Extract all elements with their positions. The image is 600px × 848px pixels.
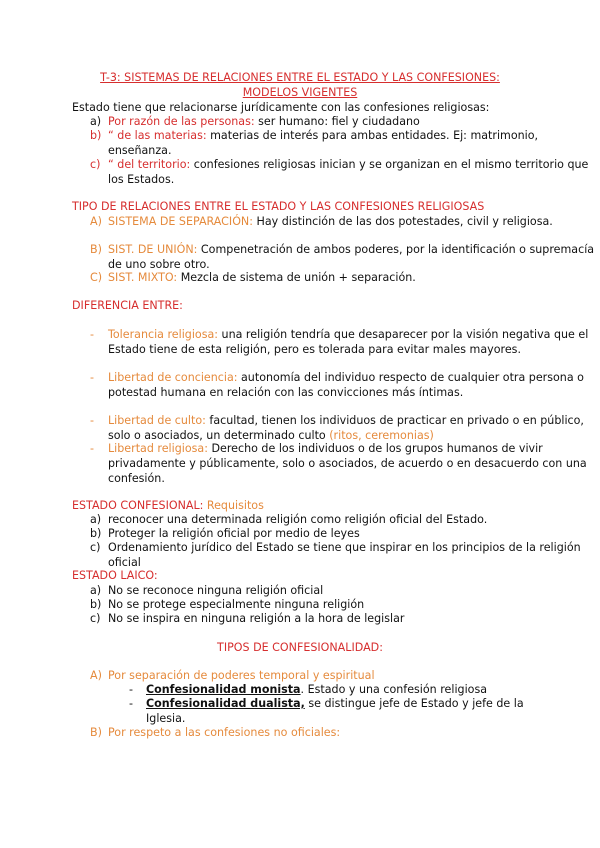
- diferencia-item-culto-extra: (ritos, ceremonias): [329, 429, 434, 442]
- diferencia-item-conciencia-label: Libertad de conciencia:: [108, 371, 238, 384]
- tipo-item-b-marker: B): [90, 243, 102, 256]
- tipo-item-b-label: SIST. DE UNIÓN:: [108, 243, 198, 256]
- intro-item-a: [108, 114, 420, 129]
- diferencia-item-culto: [108, 413, 598, 443]
- tipos-item-b-marker: B): [90, 726, 102, 739]
- intro-item-c-text: confesiones religiosas inician y se organizan en el mismo territorio que los Estados.: [108, 158, 589, 186]
- tipos-sub-dualista-text: se distingue jefe de Estado y jefe de la Iglesia.: [146, 697, 524, 725]
- diferencia-bullet-2: -: [90, 371, 95, 384]
- intro-item-b: [108, 128, 598, 158]
- laico-item-c-marker: c): [90, 612, 101, 625]
- tipo-item-b-text: Compenetración de ambos poderes, por la identificación o supremacía de uno sobre otro.: [108, 243, 595, 271]
- diferencia-bullet-1: -: [90, 328, 95, 341]
- intro-item-c: [108, 157, 598, 187]
- tipo-heading: TIPO DE RELACIONES ENTRE EL ESTADO Y LAS CONFESIONES RELIGIOSAS: [72, 200, 485, 213]
- diferencia-item-tolerancia: [108, 327, 598, 357]
- laico-item-c: No se inspira en ninguna religión a la hora de legislar: [108, 612, 405, 625]
- laico-heading: ESTADO LAICO:: [72, 569, 158, 582]
- intro-item-c-marker: c): [90, 158, 101, 171]
- diferencia-item-tolerancia-text: una religión tendría que desaparecer por la visión negativa que el Estado tiene de esta religión, pero es tolerada para evitar males mayores.: [108, 328, 589, 356]
- tipo-item-a-text: Hay distinción de las dos potestades, civil y religiosa.: [252, 215, 553, 228]
- tipo-item-c-marker: C): [90, 271, 103, 284]
- laico-item-b-marker: b): [90, 598, 102, 611]
- tipo-item-b: [108, 242, 598, 272]
- intro-item-b-text: materias de interés para ambas entidades. Ej: matrimonio, enseñanza.: [108, 129, 539, 157]
- tipos-sub-monista-label: Confesionalidad monista: [146, 683, 301, 696]
- page-title-line-2: MODELOS VIGENTES: [242, 86, 358, 99]
- tipos-item-a-marker: A): [90, 669, 102, 682]
- tipo-item-a-label: SISTEMA DE SEPARACIÓN:: [108, 215, 253, 228]
- tipos-sub-bullet-2: -: [129, 697, 134, 710]
- tipo-item-c: [108, 270, 416, 285]
- confesional-item-b: Proteger la religión oficial por medio de leyes: [108, 527, 360, 540]
- intro-item-c-label: “ del territorio:: [108, 158, 191, 171]
- confesional-item-c: Ordenamiento jurídico del Estado se tiene que inspirar en los principios de la religión oficial: [108, 541, 581, 569]
- diferencia-heading: DIFERENCIA ENTRE:: [72, 299, 183, 312]
- diferencia-item-religiosa: [108, 441, 598, 486]
- intro-text: Estado tiene que relacionarse jurídicamente con las confesiones religiosas:: [72, 101, 490, 114]
- tipos-item-b: Por respeto a las confesiones no oficiales:: [108, 726, 341, 739]
- diferencia-item-religiosa-label: Libertad religiosa:: [108, 442, 208, 455]
- intro-item-b-marker: b): [90, 129, 102, 142]
- confesional-item-b-marker: b): [90, 527, 102, 540]
- intro-item-a-label: Por razón de las personas:: [108, 115, 255, 128]
- tipos-item-a: Por separación de poderes temporal y espiritual: [108, 669, 375, 682]
- diferencia-bullet-3: -: [90, 414, 95, 427]
- diferencia-item-culto-text: facultad, tienen los individuos de practicar en privado o en público, solo o asociados, un determinado culto: [108, 414, 584, 442]
- confesional-heading-line: [72, 498, 264, 513]
- tipos-sub-monista-text: . Estado y una confesión religiosa: [300, 683, 488, 696]
- diferencia-item-tolerancia-label: Tolerancia religiosa:: [108, 328, 219, 341]
- tipos-sub-bullet-1: -: [129, 683, 134, 696]
- confesional-item-c-marker: c): [90, 541, 101, 554]
- tipo-item-c-text: Mezcla de sistema de unión + separación.: [177, 271, 416, 284]
- diferencia-item-religiosa-text: Derecho de los individuos o de los grupos humanos de vivir privadamente y públicamente, solo o asociados, de acuerdo o en desacuerdo con una confesión.: [108, 442, 587, 485]
- diferencia-bullet-4: -: [90, 442, 95, 455]
- intro-item-a-marker: a): [90, 115, 102, 128]
- diferencia-item-culto-label: Libertad de culto:: [108, 414, 206, 427]
- intro-item-a-text: ser humano: fiel y ciudadano: [254, 115, 420, 128]
- tipo-item-a: [108, 214, 598, 229]
- diferencia-item-conciencia-text: autonomía del individuo respecto de cualquier otra persona o potestad humana en relación con las convicciones más íntimas.: [108, 371, 584, 399]
- tipos-sub-monista: [146, 682, 487, 697]
- confesional-subheading: Requisitos: [203, 499, 264, 512]
- intro-item-b-label: “ de las materias:: [108, 129, 207, 142]
- tipos-heading: TIPOS DE CONFESIONALIDAD:: [217, 641, 383, 654]
- tipos-sub-dualista: [146, 696, 526, 726]
- tipo-item-a-marker: A): [90, 215, 102, 228]
- diferencia-item-conciencia: [108, 370, 598, 400]
- laico-item-a: No se reconoce ninguna religión oficial: [108, 584, 324, 597]
- confesional-item-a-marker: a): [90, 513, 102, 526]
- confesional-item-a: reconocer una determinada religión como religión oficial del Estado.: [108, 513, 488, 526]
- laico-item-a-marker: a): [90, 584, 102, 597]
- tipos-sub-dualista-label: Confesionalidad dualista,: [146, 697, 305, 710]
- tipo-item-c-label: SIST. MIXTO:: [108, 271, 178, 284]
- page-title-line-1: T-3: SISTEMAS DE RELACIONES ENTRE EL ESTADO Y LAS CONFESIONES:: [100, 71, 500, 84]
- laico-item-b: No se protege especialmente ninguna religión: [108, 598, 365, 611]
- confesional-heading: ESTADO CONFESIONAL:: [72, 499, 204, 512]
